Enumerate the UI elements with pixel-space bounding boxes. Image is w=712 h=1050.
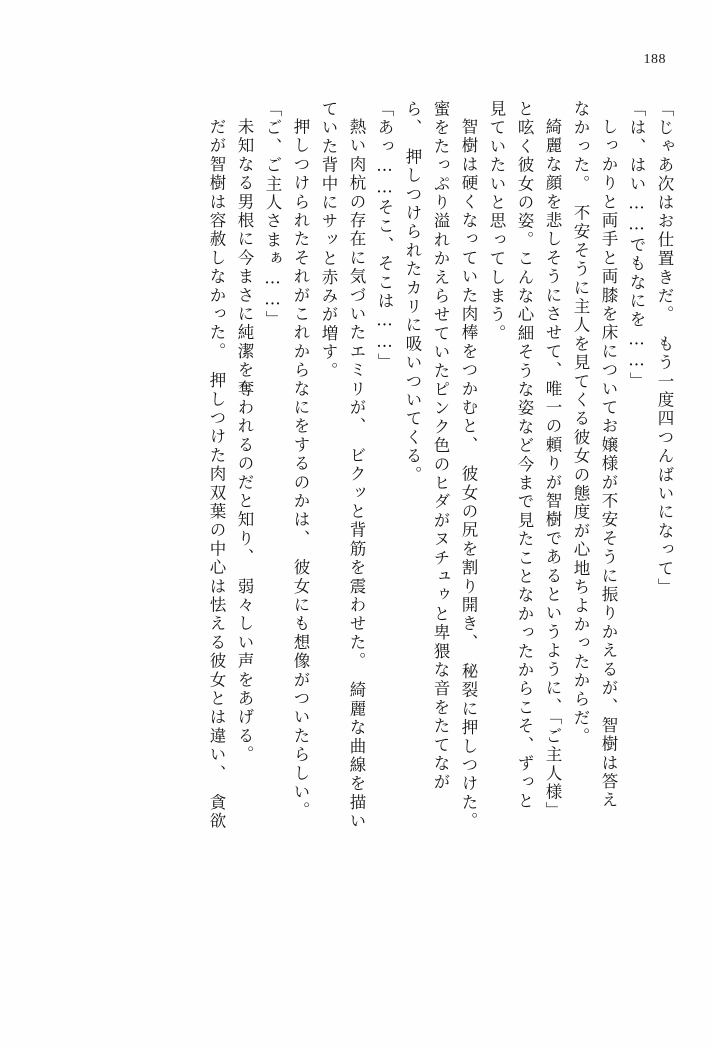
- text-column: 蜜をたっぷり溢れかえらせていたピンク色のヒダがヌチュゥと卑猥な音をたてなが: [431, 100, 450, 792]
- text-column: ら、 押しつけられたカリに吸いついてくる。: [403, 100, 422, 485]
- text-column: だが智樹は容赦しなかった。 押しつけた肉双葉の中心は怯える彼女とは違い、 貪欲: [207, 118, 226, 831]
- page-number: 188: [643, 52, 666, 67]
- text-column: ていた背中にサッと赤みが増す。: [319, 100, 338, 381]
- text-column: と呟く彼女の姿。こんな心細そうな姿など今まで見たことなかったからこそ、ずっと: [515, 100, 534, 811]
- text-column: 熱い肉杭の存在に気づいたエミリが、 ビクッと背筋を震わせた。 綺麗な曲線を描い: [347, 118, 366, 831]
- text-column: なかった。 不安そうに主人を見てくる彼女の態度が心地ちよかったからだ。: [571, 100, 590, 747]
- text-column: 押しつけられたそれがこれからなにをするのかは、 彼女にも想像がついたらしい。: [291, 118, 310, 821]
- text-column: 見ていたいと思ってしまう。: [487, 100, 506, 344]
- text-column: 「ご、ご主人さまぁ……」: [263, 100, 282, 330]
- text-column: 「は、はい……でもなにを……」: [627, 100, 646, 391]
- text-column: 綺麗な顔を悲しそうにさせて、唯一の頼りが智樹であるというように、「ご主人様」: [543, 118, 562, 821]
- text-column: 「あっ……そこ、そこは……」: [375, 100, 394, 372]
- vertical-text-body: [48, 100, 672, 990]
- text-column: 「じゃあ次はお仕置きだ。 もう一度四つんばいになって」: [655, 100, 674, 597]
- text-column: しっかりと両手と両膝を床についてお嬢様が不安そうに振りかえるが、智樹は答え: [599, 118, 618, 810]
- text-column: 未知なる男根に今まさに純潔を奪われるのだと知り、 弱々しい声をあげる。: [235, 118, 254, 765]
- text-column: 智樹は硬くなっていた肉棒をつかむと、 彼女の尻を割り開き、 秘裂に押しつけた。: [459, 118, 478, 831]
